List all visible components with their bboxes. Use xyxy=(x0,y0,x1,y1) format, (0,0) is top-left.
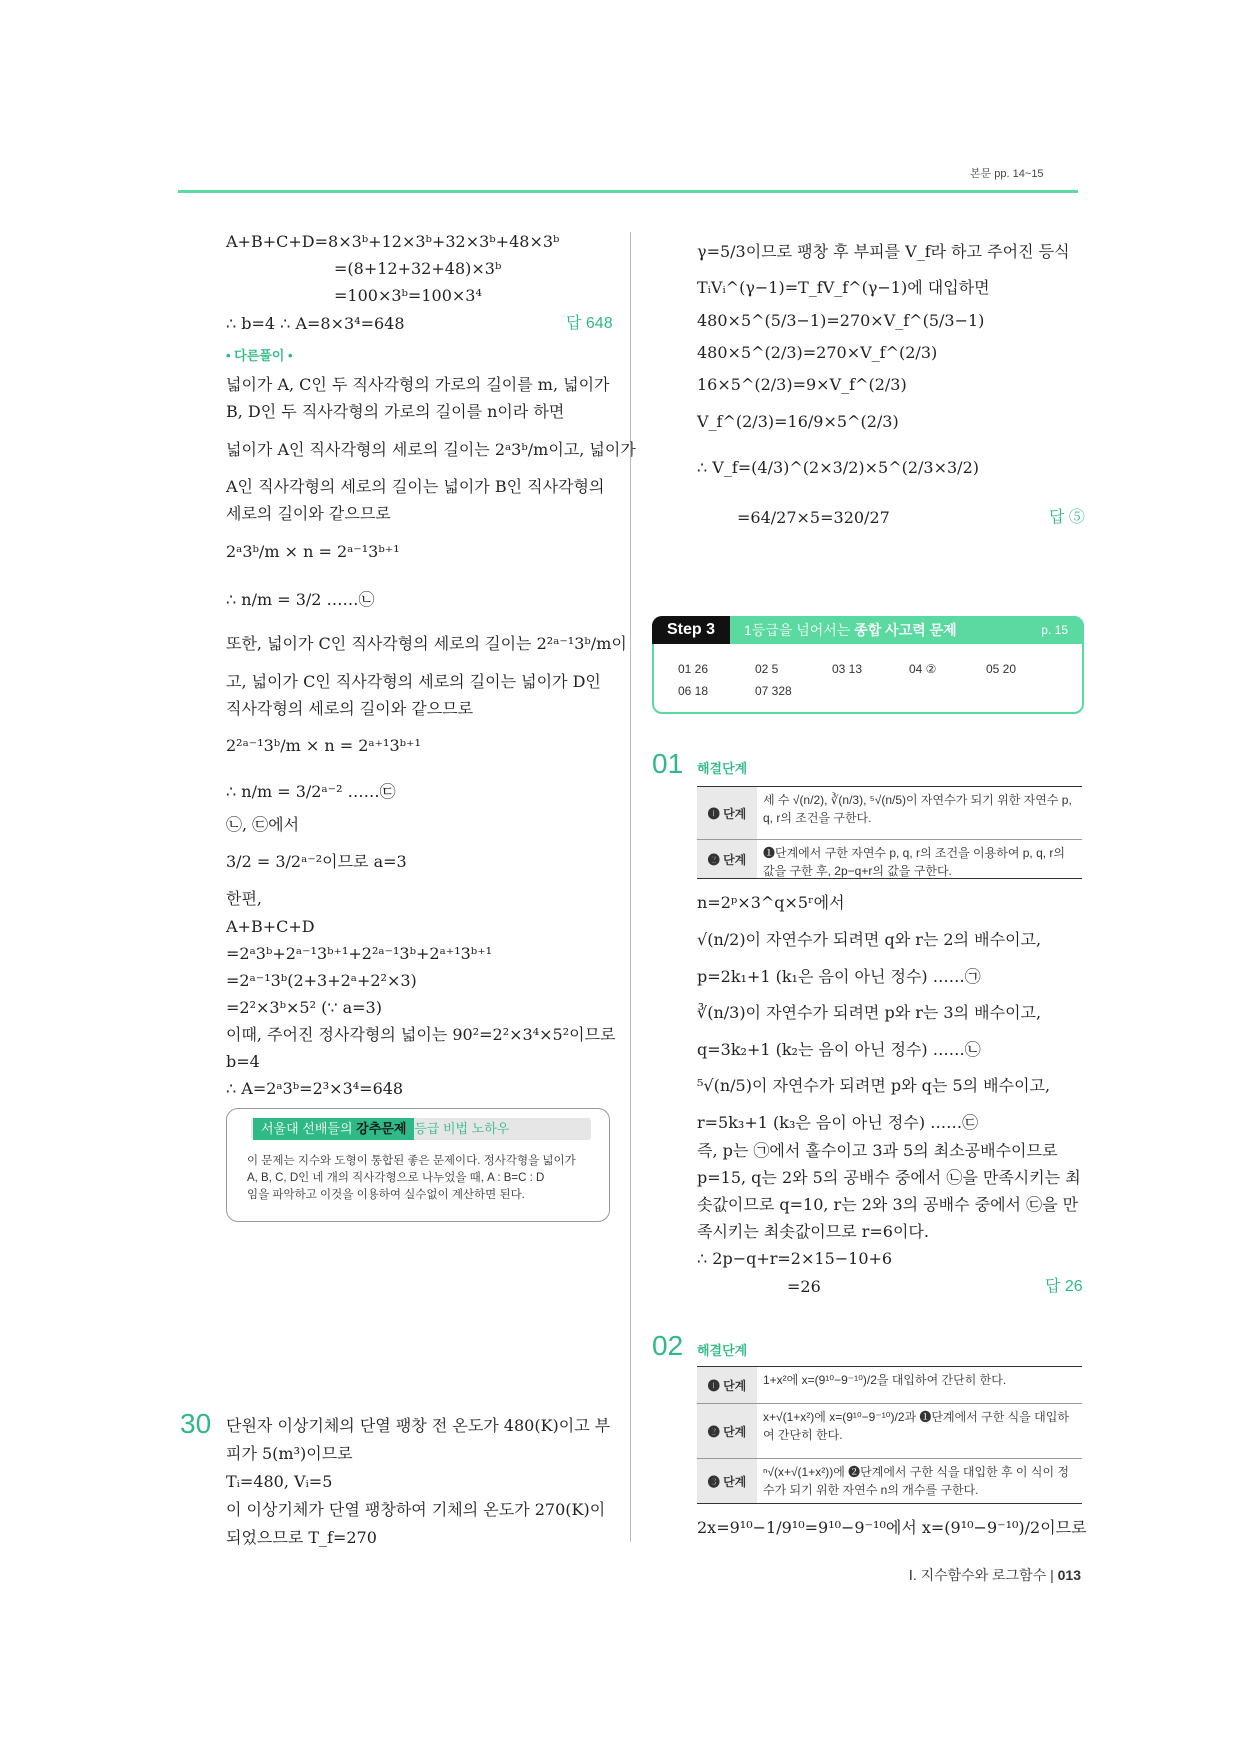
math-line: ∴ 2p−q+r=2×15−10+6 xyxy=(697,1249,893,1268)
math-line: TᵢVᵢ^(γ−1)=T_fV_f^(γ−1)에 대입하면 xyxy=(697,278,990,297)
math-line: q=3k₂+1 (k₂는 음이 아닌 정수) ……㉡ xyxy=(697,1040,981,1059)
math-line: b=4 xyxy=(226,1052,260,1071)
stage-label: ❶ 단계 xyxy=(697,787,757,839)
text-line: 솟값이므로 q=10, r는 2와 3의 공배수 중에서 ㉢을 만 xyxy=(697,1195,1079,1214)
question-number: 02 xyxy=(652,1330,684,1361)
text-line: 이 이상기체가 단열 팽창하여 기체의 온도가 270(K)이 xyxy=(226,1500,606,1519)
math-line: 3/2 = 3/2ᵃ⁻²이므로 a=3 xyxy=(226,852,407,871)
stage-text: x+√(1+x²)에 x=(9¹⁰−9⁻¹⁰)/2과 ❶단계에서 구한 식을 대입하여 간단히 한다. xyxy=(763,1410,1069,1442)
math-line: ∴ b=4 ∴ A=8×3⁴=648 xyxy=(226,314,405,333)
text-line: 단원자 이상기체의 단열 팽창 전 온도가 480(K)이고 부 xyxy=(226,1416,611,1435)
text-line: √(n/2)이 자연수가 되려면 q와 r는 2의 배수이고, xyxy=(697,930,1042,949)
page-footer: Ⅰ. 지수함수와 로그함수 | 013 xyxy=(908,1567,1081,1583)
step3-header xyxy=(652,616,1084,644)
answer-label: 답 ⑤ xyxy=(1049,509,1085,526)
text-line: 즉, p는 ㉠에서 홀수이고 3과 5의 최소공배수이므로 xyxy=(697,1141,1058,1160)
math-line: r=5k₃+1 (k₃은 음이 아닌 정수) ……㉢ xyxy=(697,1113,979,1132)
answer-label: 답 648 xyxy=(566,315,613,332)
answer-item: 02 5 xyxy=(755,662,779,676)
step3-page: p. 15 xyxy=(1041,623,1068,637)
math-line: Tᵢ=480, Vᵢ=5 xyxy=(226,1472,333,1491)
question-number: 30 xyxy=(180,1408,212,1439)
stage-table xyxy=(697,786,1082,879)
math-line: p=2k₁+1 (k₁은 음이 아닌 정수) ……㉠ xyxy=(697,967,981,986)
text-line: ⁵√(n/5)이 자연수가 되려면 p와 q는 5의 배수이고, xyxy=(697,1076,1051,1095)
math-line: 480×5^(2/3)=270×V_f^(2/3) xyxy=(697,343,938,362)
stage-label: ❸ 단계 xyxy=(697,1459,757,1503)
stage-row xyxy=(697,1367,1082,1404)
stage-row xyxy=(697,1459,1082,1503)
answer-item: 01 26 xyxy=(678,662,709,676)
tip-header xyxy=(251,1118,591,1140)
solution-steps-tag: 해결단계 xyxy=(697,761,748,776)
stage-text: 1+x²에 x=(9¹⁰−9⁻¹⁰)/2을 대입하여 간단히 한다. xyxy=(763,1373,1007,1387)
math-line: =2²×3ᵇ×5² (∵ a=3) xyxy=(226,998,382,1017)
stage-label: ❷ 단계 xyxy=(697,840,757,878)
stage-text: ❶단계에서 구한 자연수 p, q, r의 조건을 이용하여 p, q, r의 값을 구한 후, 2p−q+r의 값을 구한다. xyxy=(763,846,1066,878)
step3-title: 1등급을 넘어서는 종합 사고력 문제 xyxy=(744,622,957,638)
math-line: ∴ n/m = 3/2 ……㉡ xyxy=(226,590,375,609)
text-line: 고, 넓이가 C인 직사각형의 세로의 길이는 넓이가 D인 xyxy=(226,672,601,691)
math-line: V_f^(2/3)=16/9×5^(2/3) xyxy=(697,412,899,431)
math-line: 2x=9¹⁰−1/9¹⁰=9¹⁰−9⁻¹⁰에서 x=(9¹⁰−9⁻¹⁰)/2이므로 xyxy=(697,1518,1087,1537)
math-line: 2ᵃ3ᵇ/m × n = 2ᵃ⁻¹3ᵇ⁺¹ xyxy=(226,542,400,561)
stage-row xyxy=(697,787,1082,840)
math-line: A+B+C+D=8×3ᵇ+12×3ᵇ+32×3ᵇ+48×3ᵇ xyxy=(226,232,560,251)
text-line: p=15, q는 2와 5의 공배수 중에서 ㉡을 만족시키는 최 xyxy=(697,1168,1081,1187)
math-line: ∴ A=2ᵃ3ᵇ=2³×3⁴=648 xyxy=(226,1079,404,1098)
math-line: =(8+12+32+48)×3ᵇ xyxy=(334,259,502,278)
step3-label: Step 3 xyxy=(652,616,730,644)
column-divider xyxy=(630,232,631,1542)
text-line: ㉡, ㉢에서 xyxy=(226,815,300,834)
text-line: γ=5/3이므로 팽창 후 부피를 V_f라 하고 주어진 등식 xyxy=(697,242,1070,261)
stage-text: 세 수 √(n/2), ∛(n/3), ⁵√(n/5)이 자연수가 되기 위한 자연수 p, q, r의 조건을 구한다. xyxy=(763,793,1072,825)
solution-steps-tag: 해결단계 xyxy=(697,1343,748,1358)
stage-row xyxy=(697,1404,1082,1459)
stage-row xyxy=(697,840,1082,878)
text-line: 피가 5(m³)이므로 xyxy=(226,1444,353,1463)
answer-item: 04 ② xyxy=(909,662,937,676)
alt-solution-tag: • 다른풀이 • xyxy=(226,348,293,363)
math-line: A+B+C+D xyxy=(226,917,315,936)
math-line: ∴ n/m = 3/2ᵃ⁻² ……㉢ xyxy=(226,782,396,801)
math-line: 16×5^(2/3)=9×V_f^(2/3) xyxy=(697,375,907,394)
answer-item: 06 18 xyxy=(678,684,709,698)
text-line: 한편, xyxy=(226,889,262,908)
math-line: =2ᵃ3ᵇ+2ᵃ⁻¹3ᵇ⁺¹+2²ᵃ⁻¹3ᵇ+2ᵃ⁺¹3ᵇ⁺¹ xyxy=(226,944,493,963)
text-line: 되었으므로 T_f=270 xyxy=(226,1528,377,1547)
stage-table xyxy=(697,1366,1082,1504)
tip-box xyxy=(226,1108,610,1222)
stage-label: ❶ 단계 xyxy=(697,1367,757,1403)
text-line: 족시키는 최솟값이므로 r=6이다. xyxy=(697,1222,929,1241)
answer-item: 05 20 xyxy=(986,662,1017,676)
math-line: =2ᵃ⁻¹3ᵇ(2+3+2ᵃ+2²×3) xyxy=(226,971,417,990)
text-line: B, D인 두 직사각형의 가로의 길이를 n이라 하면 xyxy=(226,402,565,421)
text-line: 넓이가 A, C인 두 직사각형의 가로의 길이를 m, 넓이가 xyxy=(226,375,610,394)
math-line: n=2ᵖ×3^q×5ʳ에서 xyxy=(697,893,845,912)
tip-title: 서울대 선배들의 강추문제 xyxy=(253,1118,414,1140)
step3-box xyxy=(652,616,1084,714)
text-line: 또한, 넓이가 C인 직사각형의 세로의 길이는 2²ᵃ⁻¹3ᵇ/m이 xyxy=(226,634,627,653)
text-line: ∛(n/3)이 자연수가 되려면 p와 r는 3의 배수이고, xyxy=(697,1003,1042,1022)
answer-item: 03 13 xyxy=(832,662,863,676)
text-line: 넓이가 A인 직사각형의 세로의 길이는 2ᵃ3ᵇ/m이고, 넓이가 xyxy=(226,440,636,459)
tip-subtitle: 1등급 비법 노하우 xyxy=(407,1121,510,1136)
answer-item: 07 328 xyxy=(755,684,792,698)
text-line: A인 직사각형의 세로의 길이는 넓이가 B인 직사각형의 xyxy=(226,477,605,496)
question-number: 01 xyxy=(652,748,684,779)
tip-body: 이 문제는 지수와 도형이 통합된 좋은 문제이다. 정사각형을 넓이가 A, B, C, D인 네 개의 직사각형으로 나누었을 때, A : B=C : D 임을 파악하고 이것을 이용하여 실수없이 계산하면 된다. xyxy=(247,1155,576,1201)
math-line: =26 xyxy=(787,1277,821,1296)
stage-label: ❷ 단계 xyxy=(697,1404,757,1458)
page-reference: 본문 pp. 14~15 xyxy=(970,168,1044,180)
math-line: =100×3ᵇ=100×3⁴ xyxy=(334,286,482,305)
answer-label: 답 26 xyxy=(1045,1278,1083,1295)
math-line: 2²ᵃ⁻¹3ᵇ/m × n = 2ᵃ⁺¹3ᵇ⁺¹ xyxy=(226,736,421,755)
math-line: =64/27×5=320/27 xyxy=(737,508,890,527)
header-rule xyxy=(178,190,1078,193)
math-line: 480×5^(5/3−1)=270×V_f^(5/3−1) xyxy=(697,311,985,330)
text-line: 세로의 길이와 같으므로 xyxy=(226,504,391,523)
text-line: 직사각형의 세로의 길이와 같으므로 xyxy=(226,699,474,718)
text-line: 이때, 주어진 정사각형의 넓이는 90²=2²×3⁴×5²이므로 xyxy=(226,1025,616,1044)
stage-text: ⁿ√(x+√(1+x²))에 ❷단계에서 구한 식을 대입한 후 이 식이 정수가 되기 위한 자연수 n의 개수를 구한다. xyxy=(763,1465,1069,1497)
math-line: ∴ V_f=(4/3)^(2×3/2)×5^(2/3×3/2) xyxy=(697,458,979,477)
